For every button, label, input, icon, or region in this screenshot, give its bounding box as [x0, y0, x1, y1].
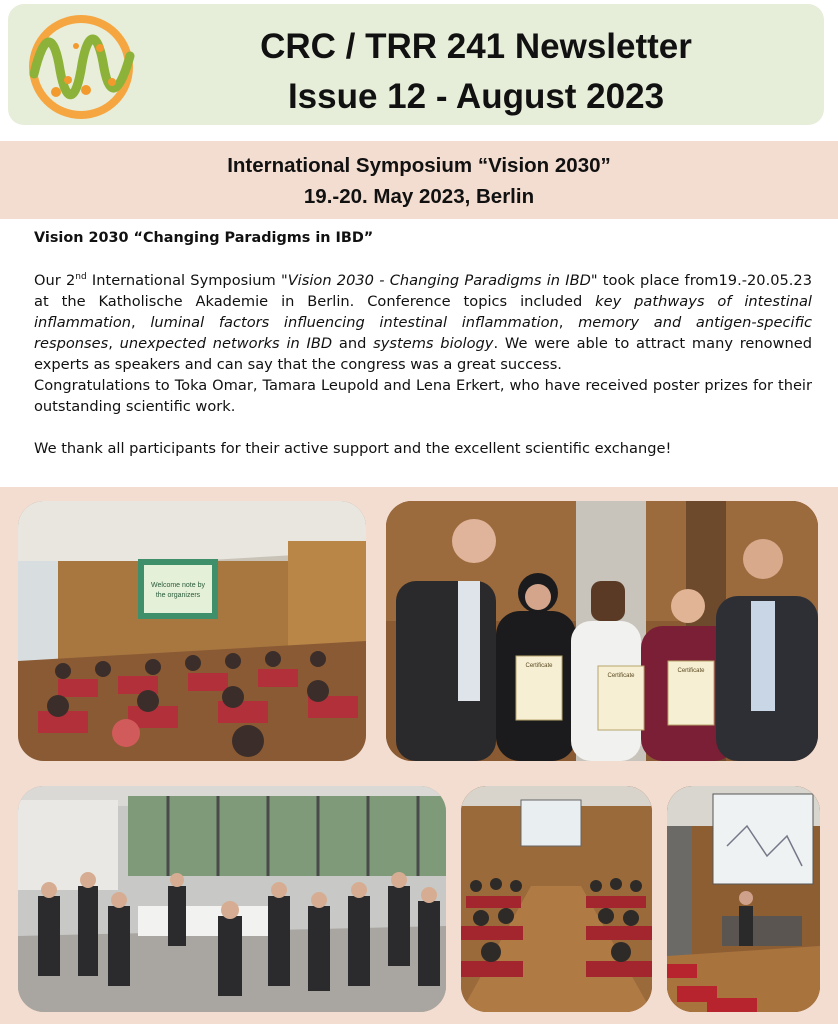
p1-part-c: took place from19.-20.05.23 at the Katholische Akademie in Berlin. Conference topics included [34, 272, 812, 310]
topic-5: systems biology [373, 335, 494, 352]
crc-logo-icon [26, 12, 136, 122]
screen-text-2: the organizers [155, 592, 201, 599]
newsletter-title [138, 22, 814, 122]
p1-part-b: International Symposium [86, 272, 281, 289]
p1-part-d: . We were able to attract many renowned experts as speakers and can say that the congress was a great success. [34, 335, 813, 373]
photo-speaker-podium [667, 786, 820, 1012]
newsletter-header [8, 4, 824, 125]
separator: , [558, 314, 579, 331]
article-heading: Vision 2030 “Changing Paradigms in IBD” [34, 230, 374, 246]
topic-2: luminal factors influencing intestinal inflammation [150, 314, 559, 331]
newsletter-title-line1: CRC / TRR 241 Newsletter [260, 27, 692, 66]
separator: and [332, 335, 374, 352]
photo-hall-rear-view [461, 786, 652, 1012]
article-paragraph-3: We thank all participants for their active support and the excellent scientific exchange! [34, 440, 672, 457]
photo-poster-prize-winners [386, 501, 818, 761]
symposium-title: "Vision 2030 - Changing Paradigms in IBD" [280, 272, 598, 289]
topic-1: key pathways of intestinal inflammation [34, 293, 812, 331]
topic-4: unexpected networks in IBD [119, 335, 333, 352]
photo-collage [0, 487, 838, 1024]
p1-superscript: nd [75, 272, 87, 283]
separator: , [108, 335, 120, 352]
separator: , [131, 314, 151, 331]
article-paragraph-1 [34, 270, 812, 375]
section-title-line1: International Symposium “Vision 2030” [227, 154, 611, 177]
photo-foyer-networking [18, 786, 446, 1012]
photo-lecture-hall [18, 501, 366, 761]
screen-text-1: Welcome note by [151, 582, 205, 589]
section-title-line2: 19.-20. May 2023, Berlin [303, 185, 535, 208]
topic-3: memory and antigen-specific responses [34, 314, 813, 352]
section-banner [0, 141, 838, 219]
section-title [0, 141, 838, 212]
p1-part-a: Our 2 [34, 272, 76, 289]
article-body [34, 228, 812, 459]
certificate-label-3: Certificate [677, 668, 705, 674]
article-paragraph-2: Congratulations to Toka Omar, Tamara Leupold and Lena Erkert, who have received poster prizes for their outstanding scientific work. [34, 377, 812, 415]
newsletter-title-line2: Issue 12 - August 2023 [287, 77, 665, 116]
certificate-label-1: Certificate [525, 663, 553, 669]
certificate-label-2: Certificate [607, 673, 635, 679]
